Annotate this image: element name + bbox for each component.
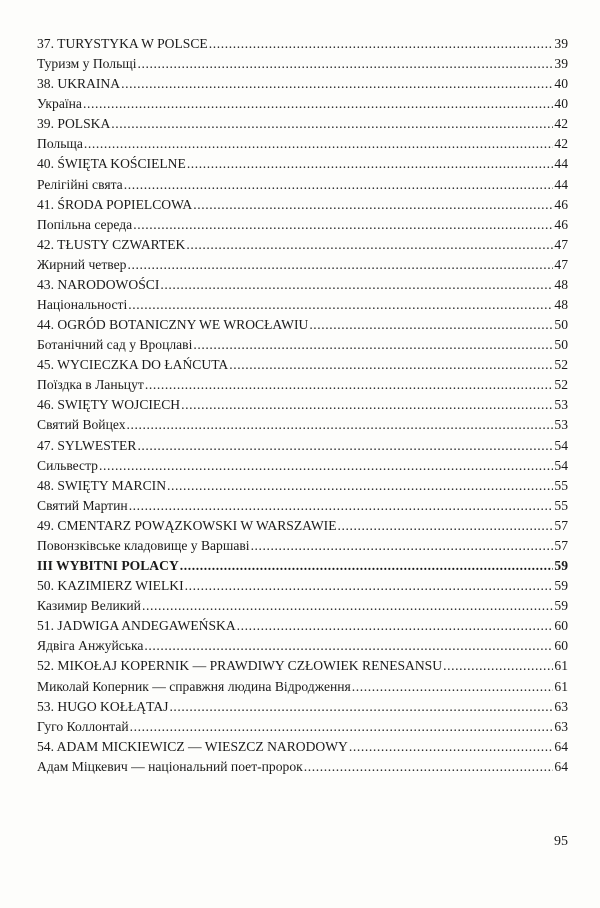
toc-entry-title: 39. POLSKA — [37, 116, 111, 132]
toc-entry — [37, 717, 568, 737]
toc-entry — [37, 195, 568, 215]
dot-leader — [186, 235, 553, 255]
toc-entry-title: 48. SWIĘTY MARCIN — [37, 477, 167, 493]
dot-leader — [167, 476, 553, 496]
toc-entry-title: Ядвіга Анжуйська — [37, 638, 144, 654]
dot-leader — [145, 375, 554, 395]
toc-entry — [37, 375, 568, 395]
toc-entry-title: 51. JADWIGA ANDEGAWEŃSKA — [37, 618, 236, 634]
toc-entry-page: 46 — [554, 196, 568, 212]
toc-entry-title: Повонзківське кладовище у Варшаві — [37, 537, 250, 553]
dot-leader — [160, 275, 553, 295]
toc-entry-title: Жирний четвер — [37, 256, 127, 272]
toc-entry — [37, 677, 568, 697]
toc-entry-page: 42 — [554, 136, 568, 152]
toc-entry — [37, 275, 568, 295]
toc-entry-title: Миколай Коперник — справжня людина Відродження — [37, 678, 351, 694]
toc-entry — [37, 496, 568, 516]
toc-entry — [37, 255, 568, 275]
toc-entry-title: 44. OGRÓD BOTANICZNY WE WROCŁAWIU — [37, 317, 309, 333]
toc-entry-title: Туризм у Польщі — [37, 56, 137, 72]
toc-entry-page: 60 — [554, 618, 568, 634]
toc-entry-page: 44 — [554, 176, 568, 192]
dot-leader — [124, 175, 554, 195]
dot-leader — [137, 436, 553, 456]
toc-entry-title: Сильвестр — [37, 457, 98, 473]
toc-entry-title: Поїздка в Ланьцут — [37, 377, 144, 393]
toc-entry — [37, 656, 568, 676]
toc-entry — [37, 355, 568, 375]
toc-entry-title: Польща — [37, 136, 83, 152]
toc-entry-page: 55 — [554, 497, 568, 513]
toc-entry-page: 40 — [554, 76, 568, 92]
toc-entry-page: 39 — [554, 36, 568, 51]
toc-entry-page: 64 — [554, 738, 568, 754]
dot-leader — [129, 496, 554, 516]
toc-entry-title: 45. WYCIECZKA DO ŁAŃCUTA — [37, 357, 229, 373]
toc-entry — [37, 395, 568, 415]
toc-entry — [37, 616, 568, 636]
toc-entry-page: 47 — [554, 256, 568, 272]
toc-entry — [37, 596, 568, 616]
toc-entry — [37, 114, 568, 134]
dot-leader — [99, 456, 553, 476]
toc-entry-page: 61 — [554, 658, 568, 674]
toc-entry-page: 46 — [554, 216, 568, 232]
toc-entry-page: 40 — [554, 96, 568, 112]
dot-leader — [251, 536, 554, 556]
toc-entry — [37, 636, 568, 656]
dot-leader — [229, 355, 553, 375]
dot-leader — [349, 737, 554, 757]
toc-entry-page: 55 — [554, 477, 568, 493]
toc-entry — [37, 516, 568, 536]
toc-entry-title: Попільна середа — [37, 216, 133, 232]
dot-leader — [121, 74, 553, 94]
toc-entry — [37, 215, 568, 235]
toc-entry — [37, 536, 568, 556]
toc-entry-page: 52 — [554, 357, 568, 373]
toc-entry — [37, 235, 568, 255]
toc-entry-page: 54 — [554, 437, 568, 453]
toc-entry — [37, 315, 568, 335]
toc-entry-page: 61 — [554, 678, 568, 694]
toc-entry-page: 63 — [554, 698, 568, 714]
toc-entry-page: 48 — [554, 297, 568, 313]
toc-entry-page: 44 — [554, 156, 568, 172]
toc-entry — [37, 456, 568, 476]
toc-entry-page: 63 — [554, 718, 568, 734]
toc-entry — [37, 94, 568, 114]
toc-entry-title: Гуго Коллонтай — [37, 718, 129, 734]
toc-entry-title: Національності — [37, 297, 128, 313]
dot-leader — [84, 134, 553, 154]
toc-entry-title: 41. ŚRODA POPIELCOWA — [37, 196, 193, 212]
toc-entry-title: 52. MIKOŁAJ KOPERNIK — PRAWDIWY CZŁOWIEK RENESANSU — [37, 658, 443, 674]
toc-entry — [37, 436, 568, 456]
toc-entry-title: 54. ADAM MICKIEWICZ — WIESZCZ NARODOWY — [37, 738, 348, 754]
toc-entry — [37, 34, 568, 54]
dot-leader — [193, 335, 553, 355]
toc-entry-title: Святий Мартин — [37, 497, 128, 513]
toc-entry-title: 46. SWIĘTY WOJCIECH — [37, 397, 181, 413]
toc-entry-page: 59 — [554, 558, 568, 574]
dot-leader — [209, 34, 554, 54]
toc-entry — [37, 415, 568, 435]
dot-leader — [309, 315, 553, 335]
toc-entry-page: 47 — [554, 236, 568, 252]
dot-leader — [181, 395, 553, 415]
dot-leader — [180, 556, 554, 576]
toc-entry-page: 59 — [554, 578, 568, 594]
toc-entry-page: 42 — [554, 116, 568, 132]
dot-leader — [83, 94, 553, 114]
dot-leader — [193, 195, 553, 215]
toc-entry-title: Адам Міцкевич — національний поет-пророк — [37, 758, 303, 774]
dot-leader — [338, 516, 554, 536]
dot-leader — [127, 255, 553, 275]
toc-section-heading — [37, 556, 568, 576]
toc-entry-page: 57 — [554, 517, 568, 533]
toc-entry — [37, 737, 568, 757]
toc-entry-title: 47. SYLWESTER — [37, 437, 137, 453]
dot-leader — [111, 114, 553, 134]
toc-entry-page: 48 — [554, 276, 568, 292]
toc-entry-page: 50 — [554, 317, 568, 333]
toc-entry-title: 42. TŁUSTY CZWARTEK — [37, 236, 186, 252]
dot-leader — [138, 54, 554, 74]
toc-entry-title: 40. ŚWIĘTA KOŚCIELNE — [37, 156, 186, 172]
toc-entry-page: 39 — [554, 56, 568, 72]
dot-leader — [443, 656, 553, 676]
dot-leader — [304, 757, 554, 777]
toc-entry-title: 38. UKRAINA — [37, 76, 121, 92]
toc-entry-title: Ботанічний сад у Вроцлаві — [37, 337, 193, 353]
toc-entry-title: 49. CMENTARZ POWĄZKOWSKI W WARSZAWIE — [37, 517, 337, 533]
table-of-contents — [37, 34, 568, 777]
toc-entry-page: 64 — [554, 758, 568, 774]
toc-entry — [37, 757, 568, 777]
toc-entry — [37, 54, 568, 74]
toc-entry-title: 43. NARODOWOŚCI — [37, 276, 160, 292]
toc-entry-page: 59 — [554, 598, 568, 614]
dot-leader — [352, 677, 554, 697]
toc-entry — [37, 576, 568, 596]
dot-leader — [128, 295, 553, 315]
toc-entry — [37, 295, 568, 315]
toc-entry-page: 60 — [554, 638, 568, 654]
toc-entry-page: 53 — [554, 417, 568, 433]
toc-entry-title: 53. HUGO KOŁŁĄTAJ — [37, 698, 169, 714]
toc-entry — [37, 154, 568, 174]
toc-entry-page: 57 — [554, 537, 568, 553]
toc-entry-title: Святий Войцех — [37, 417, 126, 433]
dot-leader — [237, 616, 554, 636]
dot-leader — [127, 415, 554, 435]
toc-entry — [37, 335, 568, 355]
toc-entry — [37, 74, 568, 94]
toc-entry-title: Релігійні свята — [37, 176, 123, 192]
toc-entry-page: 53 — [554, 397, 568, 413]
toc-entry-title: 37. TURYSTYKA W POLSCE — [37, 36, 208, 51]
toc-entry-page: 50 — [554, 337, 568, 353]
toc-entry — [37, 175, 568, 195]
dot-leader — [187, 154, 554, 174]
toc-entry-title: 50. KAZIMIERZ WIELKI — [37, 578, 184, 594]
toc-entry — [37, 134, 568, 154]
page-number: 95 — [554, 834, 568, 849]
dot-leader — [133, 215, 553, 235]
dot-leader — [144, 636, 553, 656]
toc-entry-title: III WYBITNI POLACY — [37, 558, 179, 574]
toc-entry — [37, 697, 568, 717]
toc-entry-page: 52 — [554, 377, 568, 393]
dot-leader — [169, 697, 553, 717]
toc-entry-title: Україна — [37, 96, 82, 112]
toc-entry — [37, 476, 568, 496]
toc-entry-page: 54 — [554, 457, 568, 473]
toc-entry-title: Казимир Великий — [37, 598, 141, 614]
dot-leader — [130, 717, 554, 737]
dot-leader — [142, 596, 553, 616]
dot-leader — [185, 576, 554, 596]
